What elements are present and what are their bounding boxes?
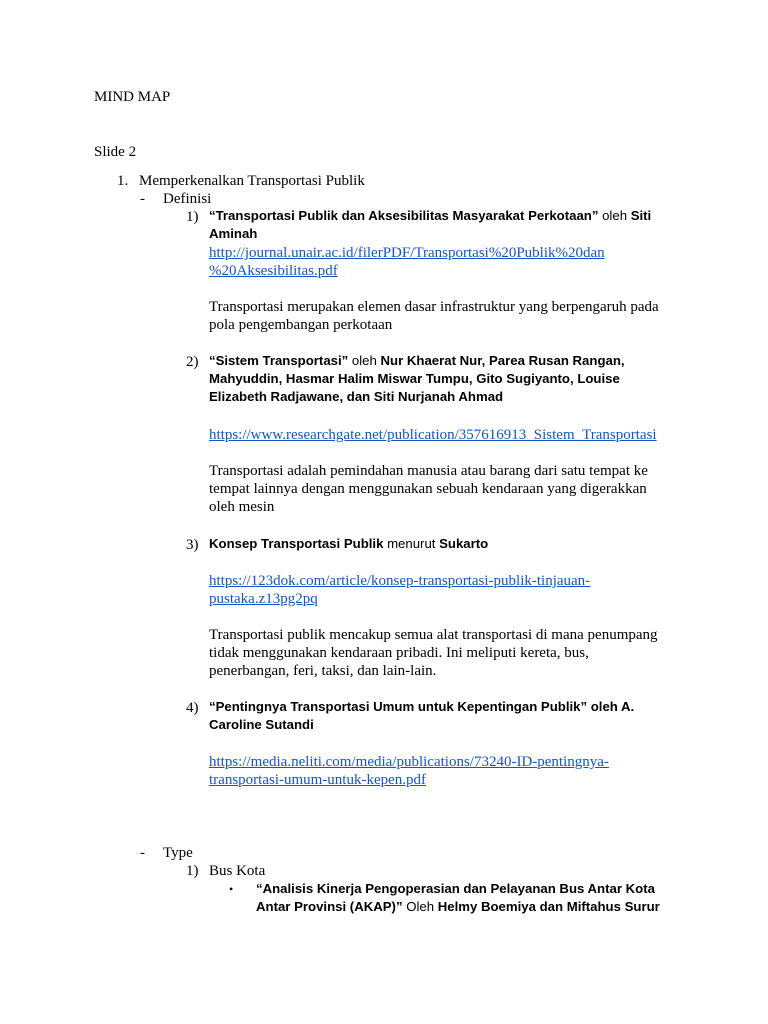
section-heading: Memperkenalkan Transportasi Publik (139, 173, 365, 189)
sub-citation-author: Helmy Boemiya dan Miftahus Surur (437, 899, 660, 914)
description-line: Transportasi publik mencakup semua alat transportasi di mana penumpang (209, 627, 658, 643)
description-line: pola pengembangan perkotaan (209, 317, 393, 333)
description-line: tempat lainnya dengan menggunakan sebuah kendaraan yang digerakkan (209, 481, 647, 497)
description-line: oleh mesin (209, 499, 275, 515)
definisi-label: Definisi (163, 191, 212, 207)
citation-author: Sukarto (439, 536, 489, 551)
sub-citation-connector: Oleh (402, 899, 438, 914)
item-description (209, 462, 679, 516)
section-number: 1. (117, 173, 129, 189)
description-line: Transportasi adalah pemindahan manusia atau barang dari satu tempat ke (209, 463, 648, 479)
citation-connector: menurut (383, 536, 440, 551)
item-citation (209, 207, 679, 225)
item-citation (209, 535, 679, 553)
slide-label: Slide 2 (94, 144, 137, 160)
item-citation (209, 352, 679, 406)
sub-citation-title: “Analisis Kinerja Pengoperasian dan Pelayanan Bus Antar Kota (256, 881, 655, 896)
item-description (209, 298, 679, 334)
type-label: Type (163, 845, 193, 861)
item-number: 1) (186, 863, 199, 879)
sub-citation-title-continued: Antar Provinsi (AKAP)” (256, 899, 403, 914)
item-number: 2) (186, 354, 199, 370)
source-link[interactable]: https://www.researchgate.net/publication/357616913_Sistem_Transportasi (209, 427, 657, 443)
citation-title: “Transportasi Publik dan Aksesibilitas Masyarakat Perkotaan” (209, 208, 599, 223)
source-link[interactable]: https://media.neliti.com/media/publications/73240-ID-pentingnya- (209, 754, 609, 770)
item-link[interactable] (209, 426, 679, 444)
list-dash: - (140, 191, 145, 207)
source-link[interactable]: http://journal.unair.ac.id/filerPDF/Transportasi%20Publik%20dan (209, 245, 605, 261)
list-dash: - (140, 845, 145, 861)
citation-title: Konsep Transportasi Publik (209, 536, 384, 551)
description-line: Transportasi merupakan elemen dasar infrastruktur yang berpengaruh pada (209, 299, 659, 315)
citation-connector: oleh (598, 208, 631, 223)
item-link[interactable] (209, 753, 679, 789)
item-link[interactable] (209, 244, 679, 280)
bullet-icon: • (229, 882, 234, 896)
item-number: 3) (186, 537, 199, 553)
type-item-label: Bus Kota (209, 863, 266, 879)
sub-citation (256, 880, 676, 916)
citation-author-continued: Aminah (209, 226, 258, 241)
source-link-continued[interactable]: transportasi-umum-untuk-kepen.pdf (209, 772, 427, 788)
citation-title: “Pentingnya Transportasi Umum untuk Kepentingan Publik” oleh A. (209, 699, 635, 714)
description-line: tidak menggunakan kendaraan pribadi. Ini meliputi kereta, bus, (209, 645, 589, 661)
item-number: 1) (186, 209, 199, 225)
citation-author-continued: Elizabeth Radjawane, dan Siti Nurjanah Ahmad (209, 389, 504, 404)
description-line: penerbangan, feri, taksi, dan lain-lain. (209, 663, 437, 679)
citation-connector: oleh (348, 353, 381, 368)
citation-title-continued: Caroline Sutandi (209, 717, 314, 732)
source-link[interactable]: https://123dok.com/article/konsep-transportasi-publik-tinjauan- (209, 573, 591, 589)
citation-title: “Sistem Transportasi” (209, 353, 349, 368)
citation-author-continued: Mahyuddin, Hasmar Halim Miswar Tumpu, Gito Sugiyanto, Louise (209, 371, 620, 386)
item-number: 4) (186, 700, 199, 716)
item-citation (209, 698, 679, 734)
citation-author: Siti (630, 208, 652, 223)
document-title: MIND MAP (94, 89, 171, 105)
item-description (209, 626, 679, 680)
citation-author: Nur Khaerat Nur, Parea Rusan Rangan, (380, 353, 625, 368)
item-link[interactable] (209, 572, 679, 608)
source-link-continued[interactable]: pustaka.z13pg2pq (209, 591, 318, 607)
source-link-continued[interactable]: %20Aksesibilitas.pdf (209, 263, 338, 279)
